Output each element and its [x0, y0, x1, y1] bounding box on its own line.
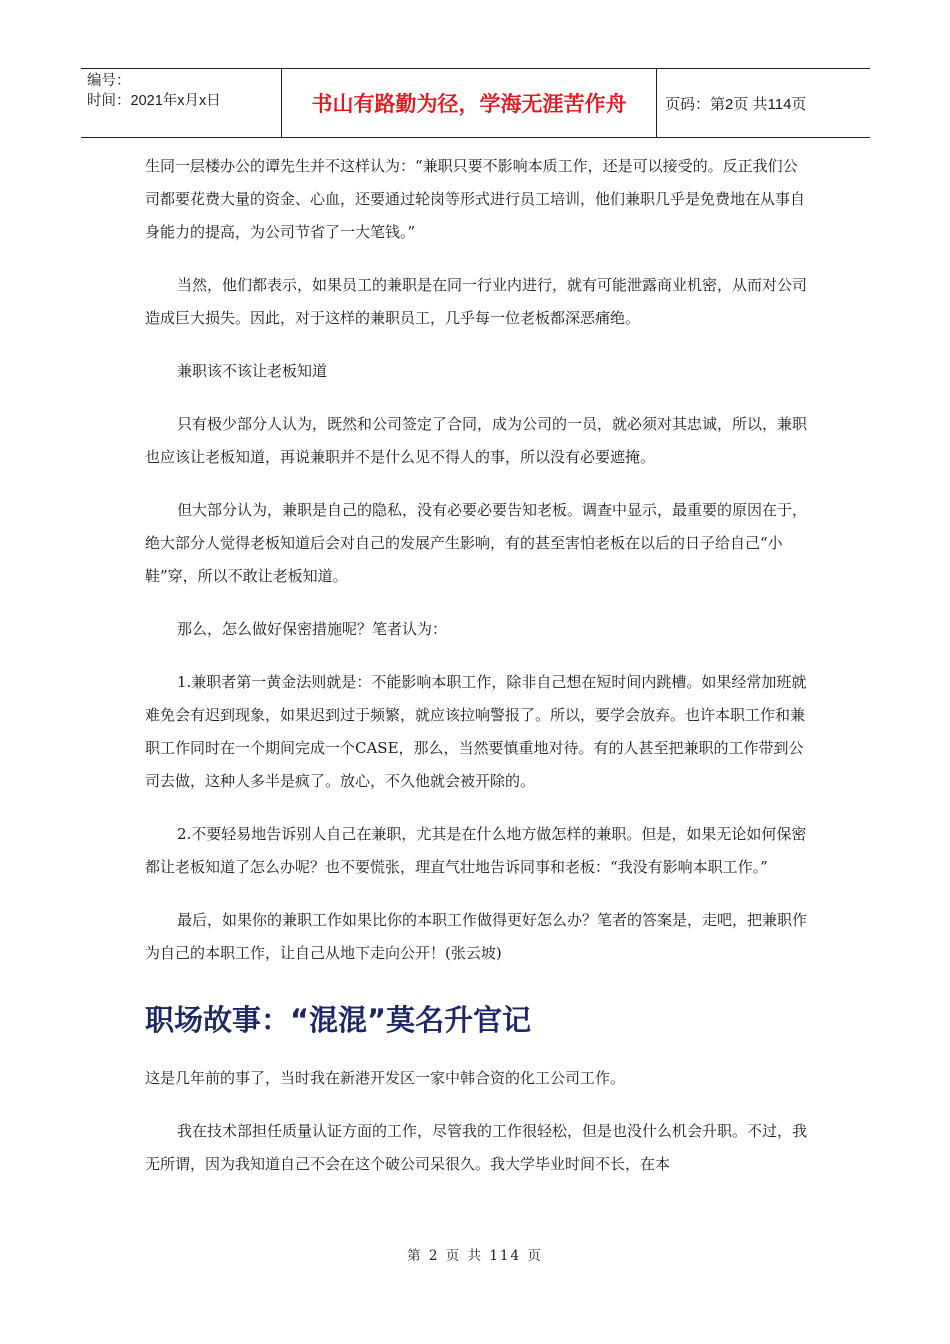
number-label: 编号： — [87, 73, 131, 89]
paragraph: 1.兼职者第一黄金法则就是：不能影响本职工作，除非自己想在短时间内跳槽。如果经常加班就难免会有迟到现象，如果迟到过于频繁，就应该拉响警报了。所以，要学会放弃。也许本职工作和兼职工作同时在一个期间完成一个CASE，那么，当然要慎重地对待。有的人甚至把兼职的工作带到公司去做，这种人多半是疯了。放心，不久他就会被开除的。 — [145, 673, 807, 790]
date-label: 时间：2021年x月x日 — [87, 93, 221, 109]
paragraph: 只有极少部分人认为，既然和公司签定了合同，成为公司的一员，就必须对其忠诚，所以，兼职也应该让老板知道，再说兼职并不是什么见不得人的事，所以没有必要遮掩。 — [145, 415, 808, 466]
paragraph: 这是几年前的事了，当时我在新港开发区一家中韩合资的化工公司工作。 — [145, 1069, 626, 1087]
paragraph: 但大部分认为，兼职是自己的隐私，没有必要必要告知老板。调查中显示，最重要的原因在于，绝大部分人觉得老板知道后会对自己的发展产生影响，有的甚至害怕老板在以后的日子给自己“小鞋”穿，所以不敢让老板知道。 — [145, 501, 808, 585]
header-page-label: 页码：第2页 共114页 — [665, 95, 807, 113]
document-body — [145, 150, 807, 1181]
header-motto: 书山有路勤为径，学海无涯苦作舟 — [281, 69, 657, 137]
header-meta — [81, 69, 281, 137]
subheading: 兼职该不该让老板知道 — [177, 362, 328, 380]
paragraph: 生同一层楼办公的谭先生并不这样认为：“兼职只要不影响本质工作，还是可以接受的。反正我们公司都要花费大量的资金、心血，还要通过轮岗等形式进行员工培训，他们兼职几乎是免费地在从事自身能力的提高，为公司节省了一大笔钱。” — [145, 157, 806, 241]
section-title: 职场故事：“混混”莫名升官记 — [145, 1003, 532, 1037]
page-footer: 第 2 页 共 114 页 — [407, 1248, 543, 1264]
paragraph: 当然，他们都表示，如果员工的兼职是在同一行业内进行，就有可能泄露商业机密，从而对公司造成巨大损失。因此，对于这样的兼职员工，几乎每一位老板都深恶痛绝。 — [145, 276, 808, 327]
paragraph: 那么，怎么做好保密措施呢？笔者认为： — [177, 620, 448, 638]
paragraph: 最后，如果你的兼职工作如果比你的本职工作做得更好怎么办？笔者的答案是，走吧，把兼职作为自己的本职工作，让自己从地下走向公开！(张云坡) — [145, 911, 808, 962]
page-header — [81, 68, 870, 138]
paragraph: 我在技术部担任质量认证方面的工作，尽管我的工作很轻松，但是也没什么机会升职。不过，我无所谓，因为我知道自己不会在这个破公司呆很久。我大学毕业时间不长，在本 — [145, 1122, 808, 1173]
paragraph: 2.不要轻易地告诉别人自己在兼职，尤其是在什么地方做怎样的兼职。但是，如果无论如何保密都让老板知道了怎么办呢？也不要慌张，理直气壮地告诉同事和老板：“我没有影响本职工作。” — [145, 825, 807, 876]
